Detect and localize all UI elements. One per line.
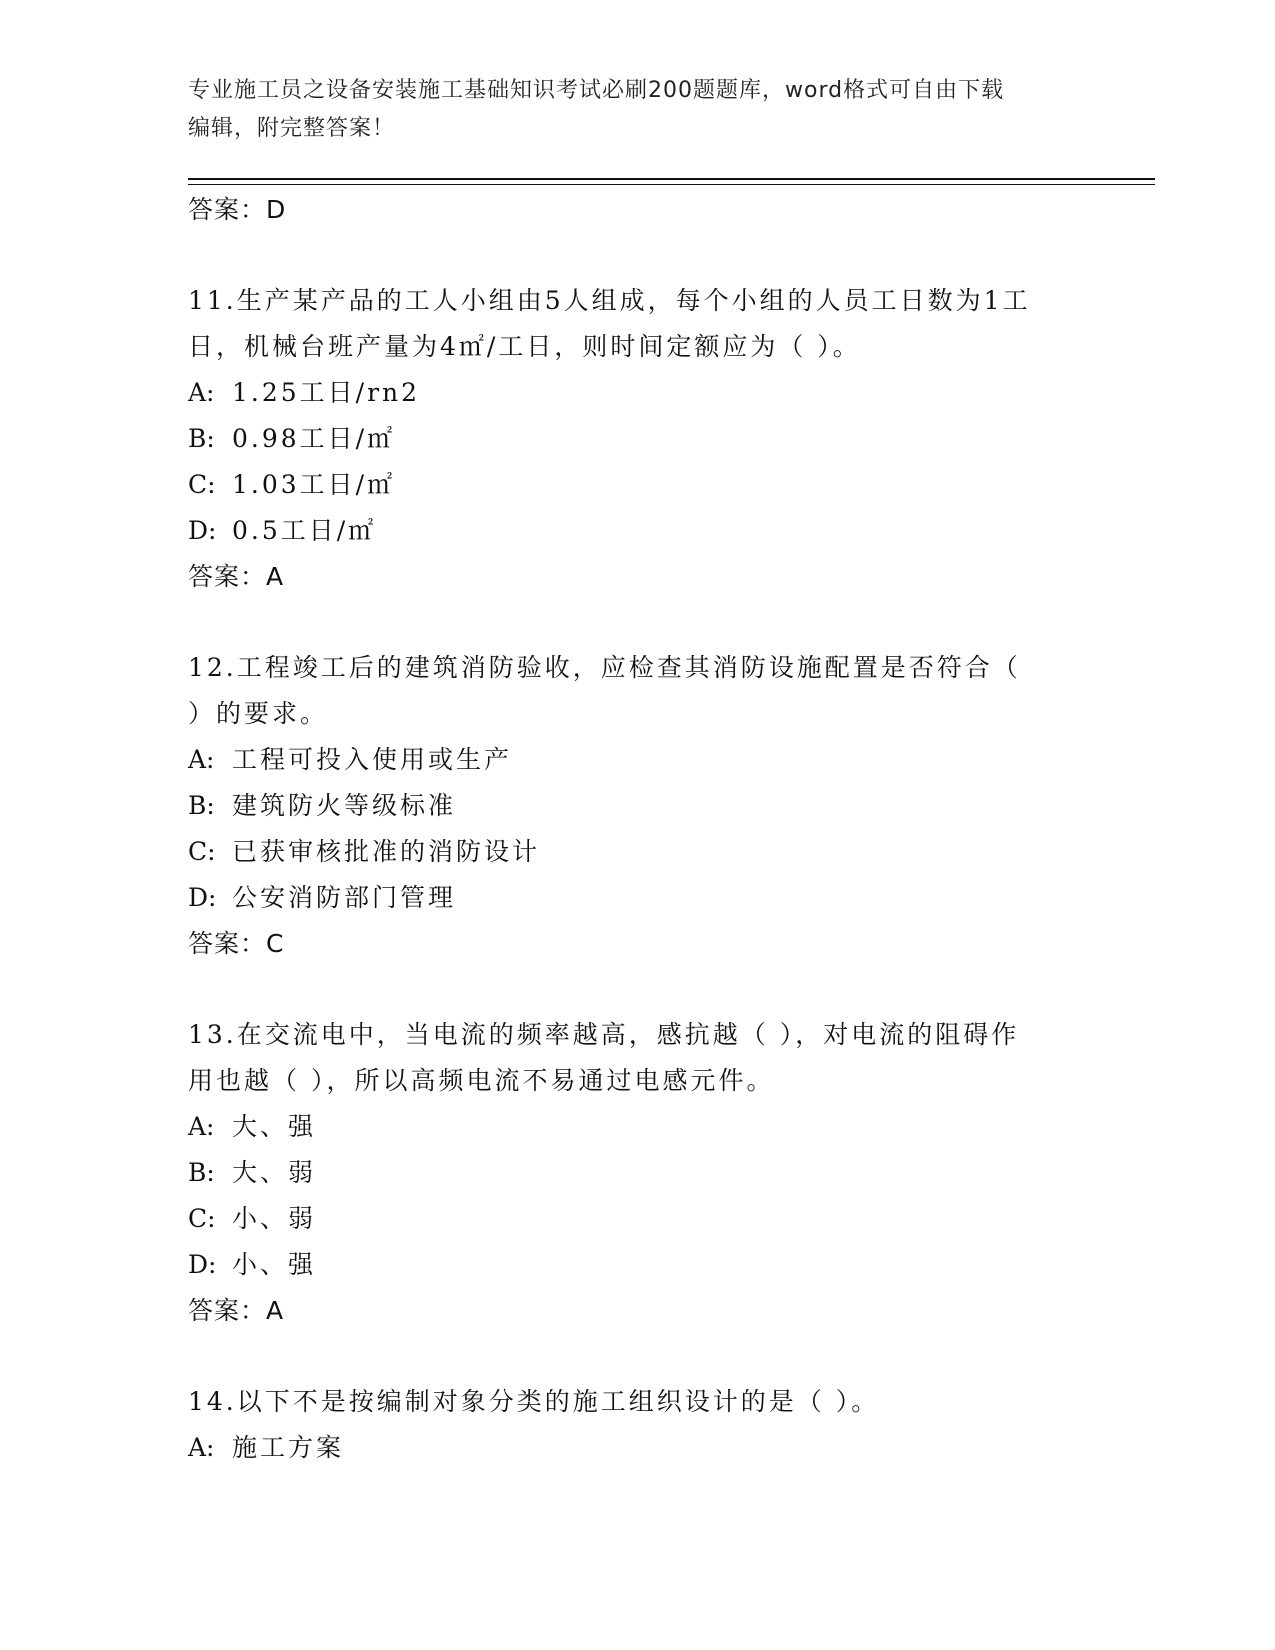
option-text: 公安消防部门管理 xyxy=(232,883,457,912)
spacer xyxy=(188,600,1088,645)
option-key: A: xyxy=(188,1433,215,1462)
option-item xyxy=(188,737,1088,783)
option-key: A: xyxy=(188,1112,215,1141)
option-item xyxy=(188,508,1088,554)
option-key: B: xyxy=(188,1158,215,1187)
option-text: 0.5工日/㎡ xyxy=(232,516,377,545)
option-text: 1.25工日/rn2 xyxy=(232,378,421,407)
spacer xyxy=(188,233,1088,278)
previous-answer: 答案：D xyxy=(188,195,287,224)
option-key: A: xyxy=(188,745,215,774)
question-block xyxy=(188,1379,1088,1471)
option-text: 大、弱 xyxy=(232,1158,317,1187)
option-item xyxy=(188,1196,1088,1242)
option-text: 1.03工日/㎡ xyxy=(232,470,396,499)
header-divider xyxy=(188,178,1155,185)
question-block xyxy=(188,645,1088,967)
option-text: 0.98工日/㎡ xyxy=(232,424,396,453)
option-text: 小、强 xyxy=(232,1250,317,1279)
option-text: 施工方案 xyxy=(232,1433,345,1462)
question-text: ）的要求。 xyxy=(188,699,329,728)
option-key: D: xyxy=(188,1250,217,1279)
question-text: 用也越（ ），所以高频电流不易通过电感元件。 xyxy=(188,1066,775,1095)
option-text: 工程可投入使用或生产 xyxy=(232,745,513,774)
option-text: 大、强 xyxy=(232,1112,317,1141)
question-text: 12.工程竣工后的建筑消防验收，应检查其消防设施配置是否符合（ xyxy=(188,653,1021,682)
header-line-2: 编辑，附完整答案！ xyxy=(188,116,396,141)
option-item xyxy=(188,370,1088,416)
option-text: 小、弱 xyxy=(232,1204,317,1233)
option-item xyxy=(188,462,1088,508)
question-text: 11.生产某产品的工人小组由5人组成，每个小组的人员工日数为1工 xyxy=(188,286,1031,315)
option-key: D: xyxy=(188,883,217,912)
answer-line: 答案：A xyxy=(188,1296,285,1325)
option-key: C: xyxy=(188,470,216,499)
spacer xyxy=(188,967,1088,1012)
question-list xyxy=(188,187,1088,1471)
question-text: 日，机械台班产量为4㎡/工日，则时间定额应为（ ）。 xyxy=(188,332,861,361)
question-block xyxy=(188,278,1088,600)
question-block xyxy=(188,1012,1088,1334)
option-key: B: xyxy=(188,424,215,453)
option-item xyxy=(188,783,1088,829)
option-item xyxy=(188,875,1088,921)
option-item xyxy=(188,1104,1088,1150)
spacer xyxy=(188,1334,1088,1379)
option-key: C: xyxy=(188,1204,216,1233)
option-key: A: xyxy=(188,378,215,407)
document-header xyxy=(188,72,1088,148)
option-key: D: xyxy=(188,516,217,545)
question-text: 14.以下不是按编制对象分类的施工组织设计的是（ ）。 xyxy=(188,1387,880,1416)
question-text: 13.在交流电中，当电流的频率越高，感抗越（ ），对电流的阻碍作 xyxy=(188,1020,1020,1049)
option-item xyxy=(188,1150,1088,1196)
option-key: C: xyxy=(188,837,216,866)
option-text: 建筑防火等级标准 xyxy=(232,791,457,820)
option-item xyxy=(188,1242,1088,1288)
option-key: B: xyxy=(188,791,215,820)
option-text: 已获审核批准的消防设计 xyxy=(232,837,541,866)
option-item xyxy=(188,1425,1088,1471)
option-item xyxy=(188,829,1088,875)
answer-line: 答案：C xyxy=(188,929,285,958)
answer-line: 答案：A xyxy=(188,562,285,591)
option-item xyxy=(188,416,1088,462)
header-line-1: 专业施工员之设备安装施工基础知识考试必刷200题题库，word格式可自由下载 xyxy=(188,78,1005,103)
